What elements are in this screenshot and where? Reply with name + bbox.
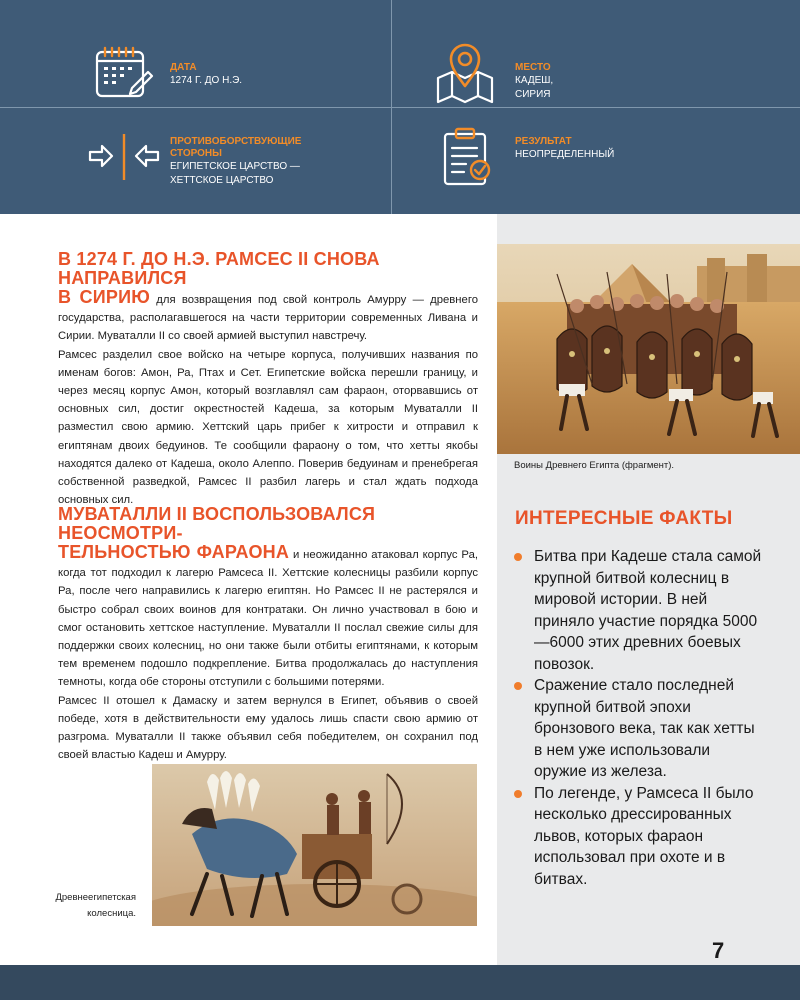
sides-value-line1: ЕГИПЕТСКОЕ ЦАРСТВО — (170, 161, 300, 172)
warriors-caption: Воины Древнего Египта (фрагмент). (514, 460, 675, 471)
section2-lead-text: и неожиданно атаковал корпус Ра, когда тот подходил к лагерю Рамсеса II. Хеттские колесницы разбили корпус Ра, после чего направились к лагерю египтян. Но Рамсес II не растерялся и быстро собрал своих воинов для контратаки. Он лично участвовал в бою и смог остановить хеттское наступление. Муваталли II послал свежие силы для поддержки своих колесниц, но они также были отбиты египтянами, к которым тем временем подошло подкрепление. Битва продолжалась до наступления темноты, когда обе стороны отступили с большими потерями. (58, 549, 478, 689)
section1-lead-text: для возвращения под свой контроль Амурру — древнего государства, располагавшегося на части территории современных Ливана и Сирии. Муваталли II со своей армией выступил навстречу. (58, 294, 478, 343)
section2-paragraph: Рамсес II отошел к Дамаску и затем вернулся в Египет, объявив о своей победе, хотя в действительности ему удалось лишь спасти свою армию от разгрома. Муваталли II также объявил себя победителем, он сохранил под своей властью Кадеш и Амурру. (58, 694, 478, 762)
fact-item (514, 675, 764, 783)
date-label: ДАТА (170, 62, 197, 73)
fact-text: По легенде, у Рамсеса II было несколько дрессированных львов, которых фараон использовал при охоте и в битвах. (534, 784, 754, 888)
bullet-icon (514, 553, 522, 561)
date-cell (170, 62, 242, 88)
place-cell (515, 62, 553, 102)
calendar-icon (94, 44, 154, 104)
section-battle (58, 505, 478, 764)
bullet-icon (514, 682, 522, 690)
arrows-facing-icon (88, 134, 160, 180)
chariot-illustration (152, 764, 477, 926)
panel-divider-horizontal (0, 107, 800, 108)
section2-heading-lead: ТЕЛЬНОСТЬЮ ФАРАОНА (58, 542, 290, 562)
facts-list (514, 546, 764, 890)
place-value-line2: СИРИЯ (515, 89, 551, 100)
chariot-caption (40, 890, 136, 922)
section1-heading-lead: В СИРИЮ (58, 287, 150, 307)
sides-label-line1: ПРОТИВОБОРСТВУЮЩИЕ (170, 136, 302, 147)
place-value-line1: КАДЕШ, (515, 75, 554, 86)
section2-heading: МУВАТАЛЛИ II ВОСПОЛЬЗОВАЛСЯ НЕОСМОТРИ- (58, 504, 376, 543)
clipboard-check-icon (442, 126, 496, 188)
info-panel (0, 0, 800, 214)
sides-label-line2: СТОРОНЫ (170, 148, 222, 159)
fact-item (514, 783, 764, 891)
warriors-image (497, 244, 800, 454)
map-pin-icon (434, 40, 496, 106)
date-value: 1274 Г. ДО Н.Э. (170, 75, 243, 86)
bullet-icon (514, 790, 522, 798)
fact-text: Сражение стало последней крупной битвой эпохи бронзового века, так как хетты в нем уже использовали оружие из железа. (534, 677, 755, 780)
footer-bar (0, 965, 800, 1000)
sides-cell (170, 136, 301, 188)
facts-title: ИНТЕРЕСНЫЕ ФАКТЫ (515, 508, 733, 529)
chariot-caption-line2: колесница. (87, 908, 136, 919)
warriors-illustration (497, 244, 800, 454)
page-number: 7 (712, 938, 725, 963)
section1-paragraph: Рамсес разделил свое войско на четыре корпуса, получивших названия по именам богов: Амон, Ра, Птах и Сет. Египетские войска перешли границу, и через месяц корпус Амон, который возглавлял сам фараон, оторвавшись от основных сил, достиг окрестностей Кадеша, за которым Муваталли II разместил свою армию. Хеттский царь прибег к хитрости и отправил к египтянам двоих бедуинов. Те сообщили фараону о том, что хетты якобы находятся далеко от Кадеша, около Алеппо. Поверив бедуинам и пренебрегая собственной разведкой, Рамсес II разбил лагерь и стал ждать подхода основных сил. (58, 348, 478, 507)
fact-text: Битва при Кадеше стала самой крупной битвой колесниц в мировой истории. В ней приняло участие порядка 5000—6000 этих древних боевых повозок. (534, 548, 762, 673)
chariot-image (152, 764, 477, 926)
fact-item (514, 546, 764, 675)
result-cell (515, 136, 614, 162)
section2-body (58, 543, 478, 764)
section-campaign (58, 250, 478, 509)
sides-value-line2: ХЕТТСКОЕ ЦАРСТВО (170, 175, 274, 186)
chariot-caption-line1: Древнеегипетская (55, 892, 136, 903)
section1-heading: В 1274 Г. ДО Н.Э. РАМСЕС II СНОВА НАПРАВИЛСЯ (58, 249, 380, 288)
result-value: НЕОПРЕДЕЛЕННЫЙ (515, 149, 615, 160)
section1-body (58, 288, 478, 509)
place-label: МЕСТО (515, 62, 551, 73)
panel-divider-vertical (391, 0, 392, 214)
result-label: РЕЗУЛЬТАТ (515, 136, 572, 147)
